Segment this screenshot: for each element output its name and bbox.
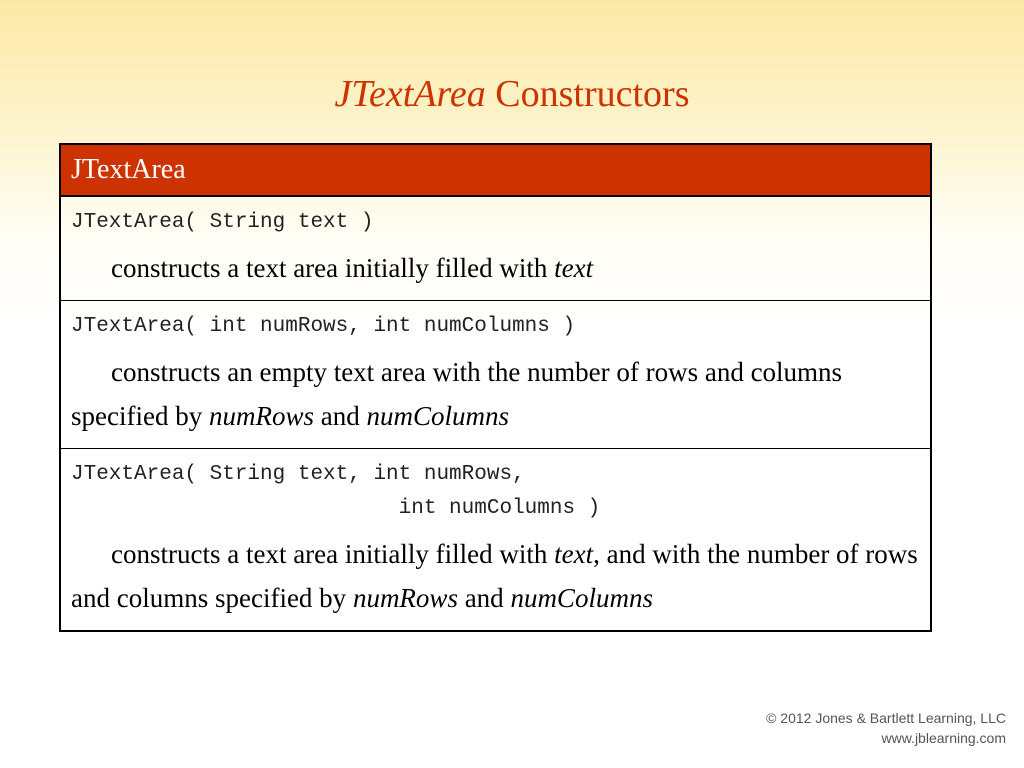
description-param: numRows (208, 401, 314, 431)
description-text: and (313, 401, 367, 431)
publisher-url: www.jblearning.com (881, 730, 1006, 746)
table-row (60, 196, 931, 301)
table-header: JTextArea (60, 144, 931, 196)
constructor-description (71, 532, 920, 620)
table-row (60, 301, 931, 449)
constructor-signature: JTextArea( String text, int numRows, int numColumns ) (71, 463, 601, 520)
copyright-notice: © 2012 Jones & Bartlett Learning, LLC (766, 710, 1006, 726)
constructor-signature: JTextArea( int numRows, int numColumns ) (71, 315, 576, 338)
description-param: numColumns (366, 401, 509, 431)
constructor-description (71, 246, 920, 290)
description-text: and (457, 583, 511, 613)
description-text: , and with the number of rows and columns specified by (71, 539, 918, 613)
description-param: numColumns (510, 583, 653, 613)
description-param: text (554, 253, 594, 283)
description-param: numRows (352, 583, 458, 613)
table-cell (60, 449, 931, 632)
description-text: constructs a text area initially filled with (111, 253, 555, 283)
slide-title-class-name: JTextArea (334, 73, 486, 115)
constructors-table (59, 143, 932, 632)
table-header-row (60, 144, 931, 196)
description-param: text (554, 539, 594, 569)
description-text: constructs a text area initially filled with (111, 539, 555, 569)
table-row (60, 449, 931, 632)
description-text: constructs an empty text area with the number of rows and columns specified by (71, 357, 843, 431)
slide-title-rest: Constructors (495, 73, 690, 115)
table-cell (60, 196, 931, 301)
constructor-signature: JTextArea( String text ) (71, 211, 374, 234)
table-cell (60, 301, 931, 449)
slide-title (0, 70, 1024, 118)
constructor-description (71, 350, 920, 438)
publisher-footer (766, 708, 1006, 748)
